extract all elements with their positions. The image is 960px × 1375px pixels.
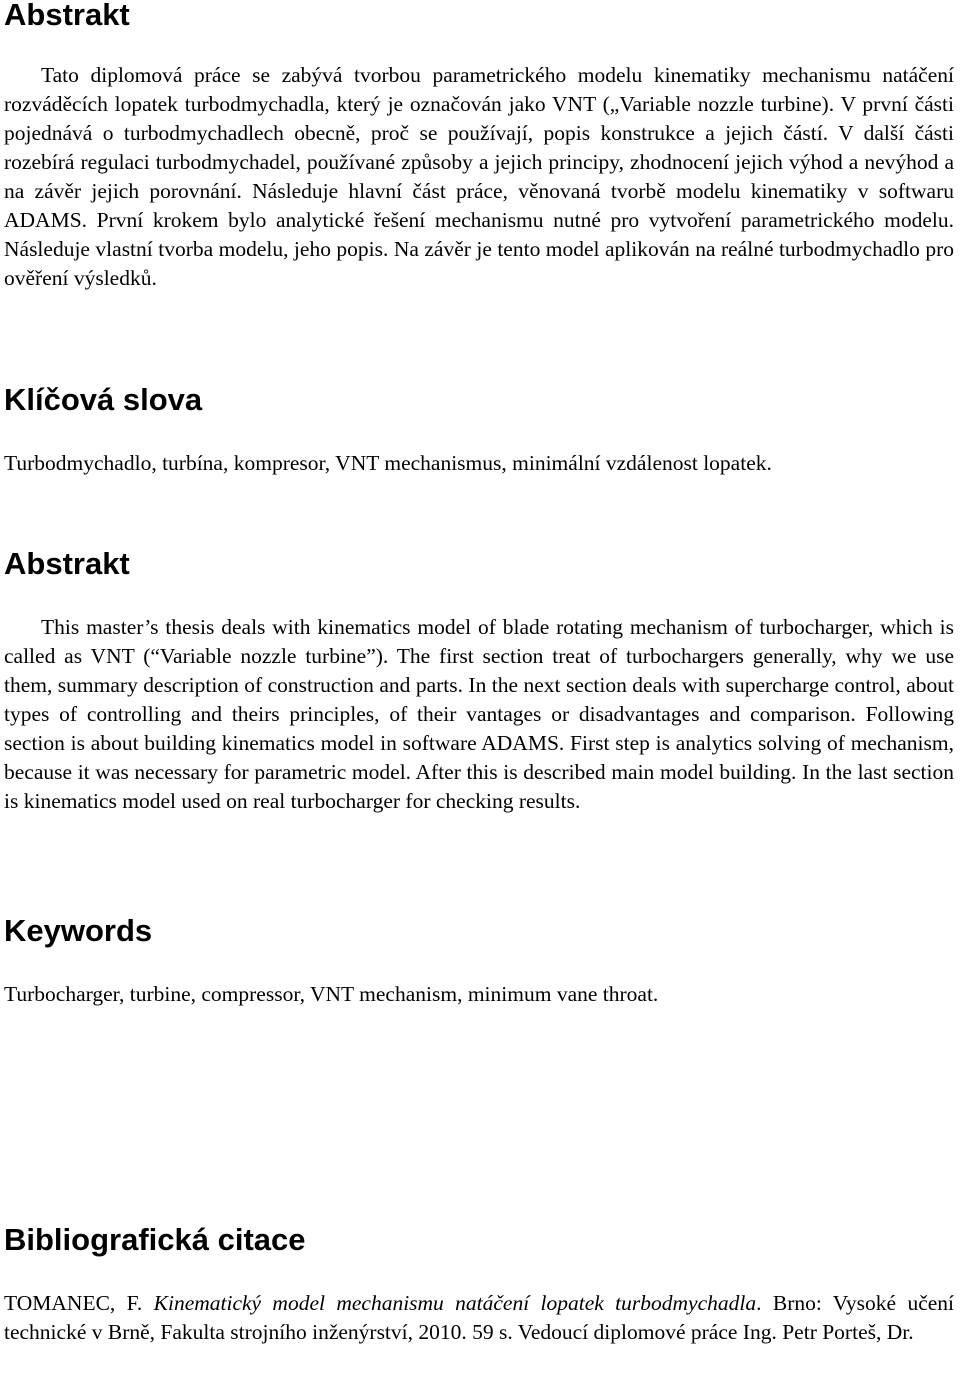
keywords-en-text: Turbocharger, turbine, compressor, VNT mechanism, minimum vane throat.: [4, 982, 659, 1006]
citation-author: TOMANEC, F.: [4, 1291, 143, 1315]
citation-text: [4, 1289, 954, 1347]
citation-details: . Brno: Vysoké učení technické v Brně, Fakulta strojního inženýrství, 2010. 59 s. Vedoucí diplomové práce Ing. Petr Porteš, Dr.: [4, 1291, 955, 1344]
citation-title: Kinematický model mechanismu natáčení lopatek turbodmychadla: [153, 1291, 757, 1315]
abstract-en-text: This master’s thesis deals with kinematics model of blade rotating mechanism of turbocharger, which is called as VNT (“Variable nozzle turbine”). The first section treat of turbochargers generally, why we use them, summary description of construction and parts. In the next section deals with supercharge control, about types of controlling and theirs principles, of their vantages or disadvantages and comparison. Following section is about building kinematics model in software ADAMS. First step is analytics solving of mechanism, because it was necessary for parametric model. After this is described main model building. In the last section is kinematics model used on real turbocharger for checking results.: [4, 615, 954, 813]
keywords-en-heading: Keywords: [4, 913, 153, 948]
document-page: [4, 0, 954, 1375]
citation-heading: Bibliografická citace: [4, 1222, 306, 1257]
abstract-cz-text: Tato diplomová práce se zabývá tvorbou parametrického modelu kinematiky mechanismu natáčení rozváděcích lopatek turbodmychadla, který je označován jako VNT („Variable nozzle turbine). V první části pojednává o turbodmychadlech obecně, proč se používají, popis konstrukce a jejich částí. V další části rozebírá regulaci turbodmychadel, používané způsoby a jejich principy, zhodnocení jejich výhod a nevýhod a na závěr jejich porovnání. Následuje hlavní část práce, věnovaná tvorbě modelu kinematiky v softwaru ADAMS. První krokem bylo analytické řešení mechanismu nutné pro vytvoření parametrického modelu. Následuje vlastní tvorba modelu, jeho popis. Na závěr je tento model aplikován na reálné turbodmychadlo pro ověření výsledků.: [4, 63, 954, 290]
keywords-cz-text: Turbodmychadlo, turbína, kompresor, VNT mechanismus, minimální vzdálenost lopatek.: [4, 451, 772, 475]
keywords-cz-heading: Klíčová slova: [4, 382, 203, 417]
abstract-en-heading: Abstrakt: [4, 546, 130, 581]
abstract-cz-heading: Abstrakt: [4, 0, 130, 32]
